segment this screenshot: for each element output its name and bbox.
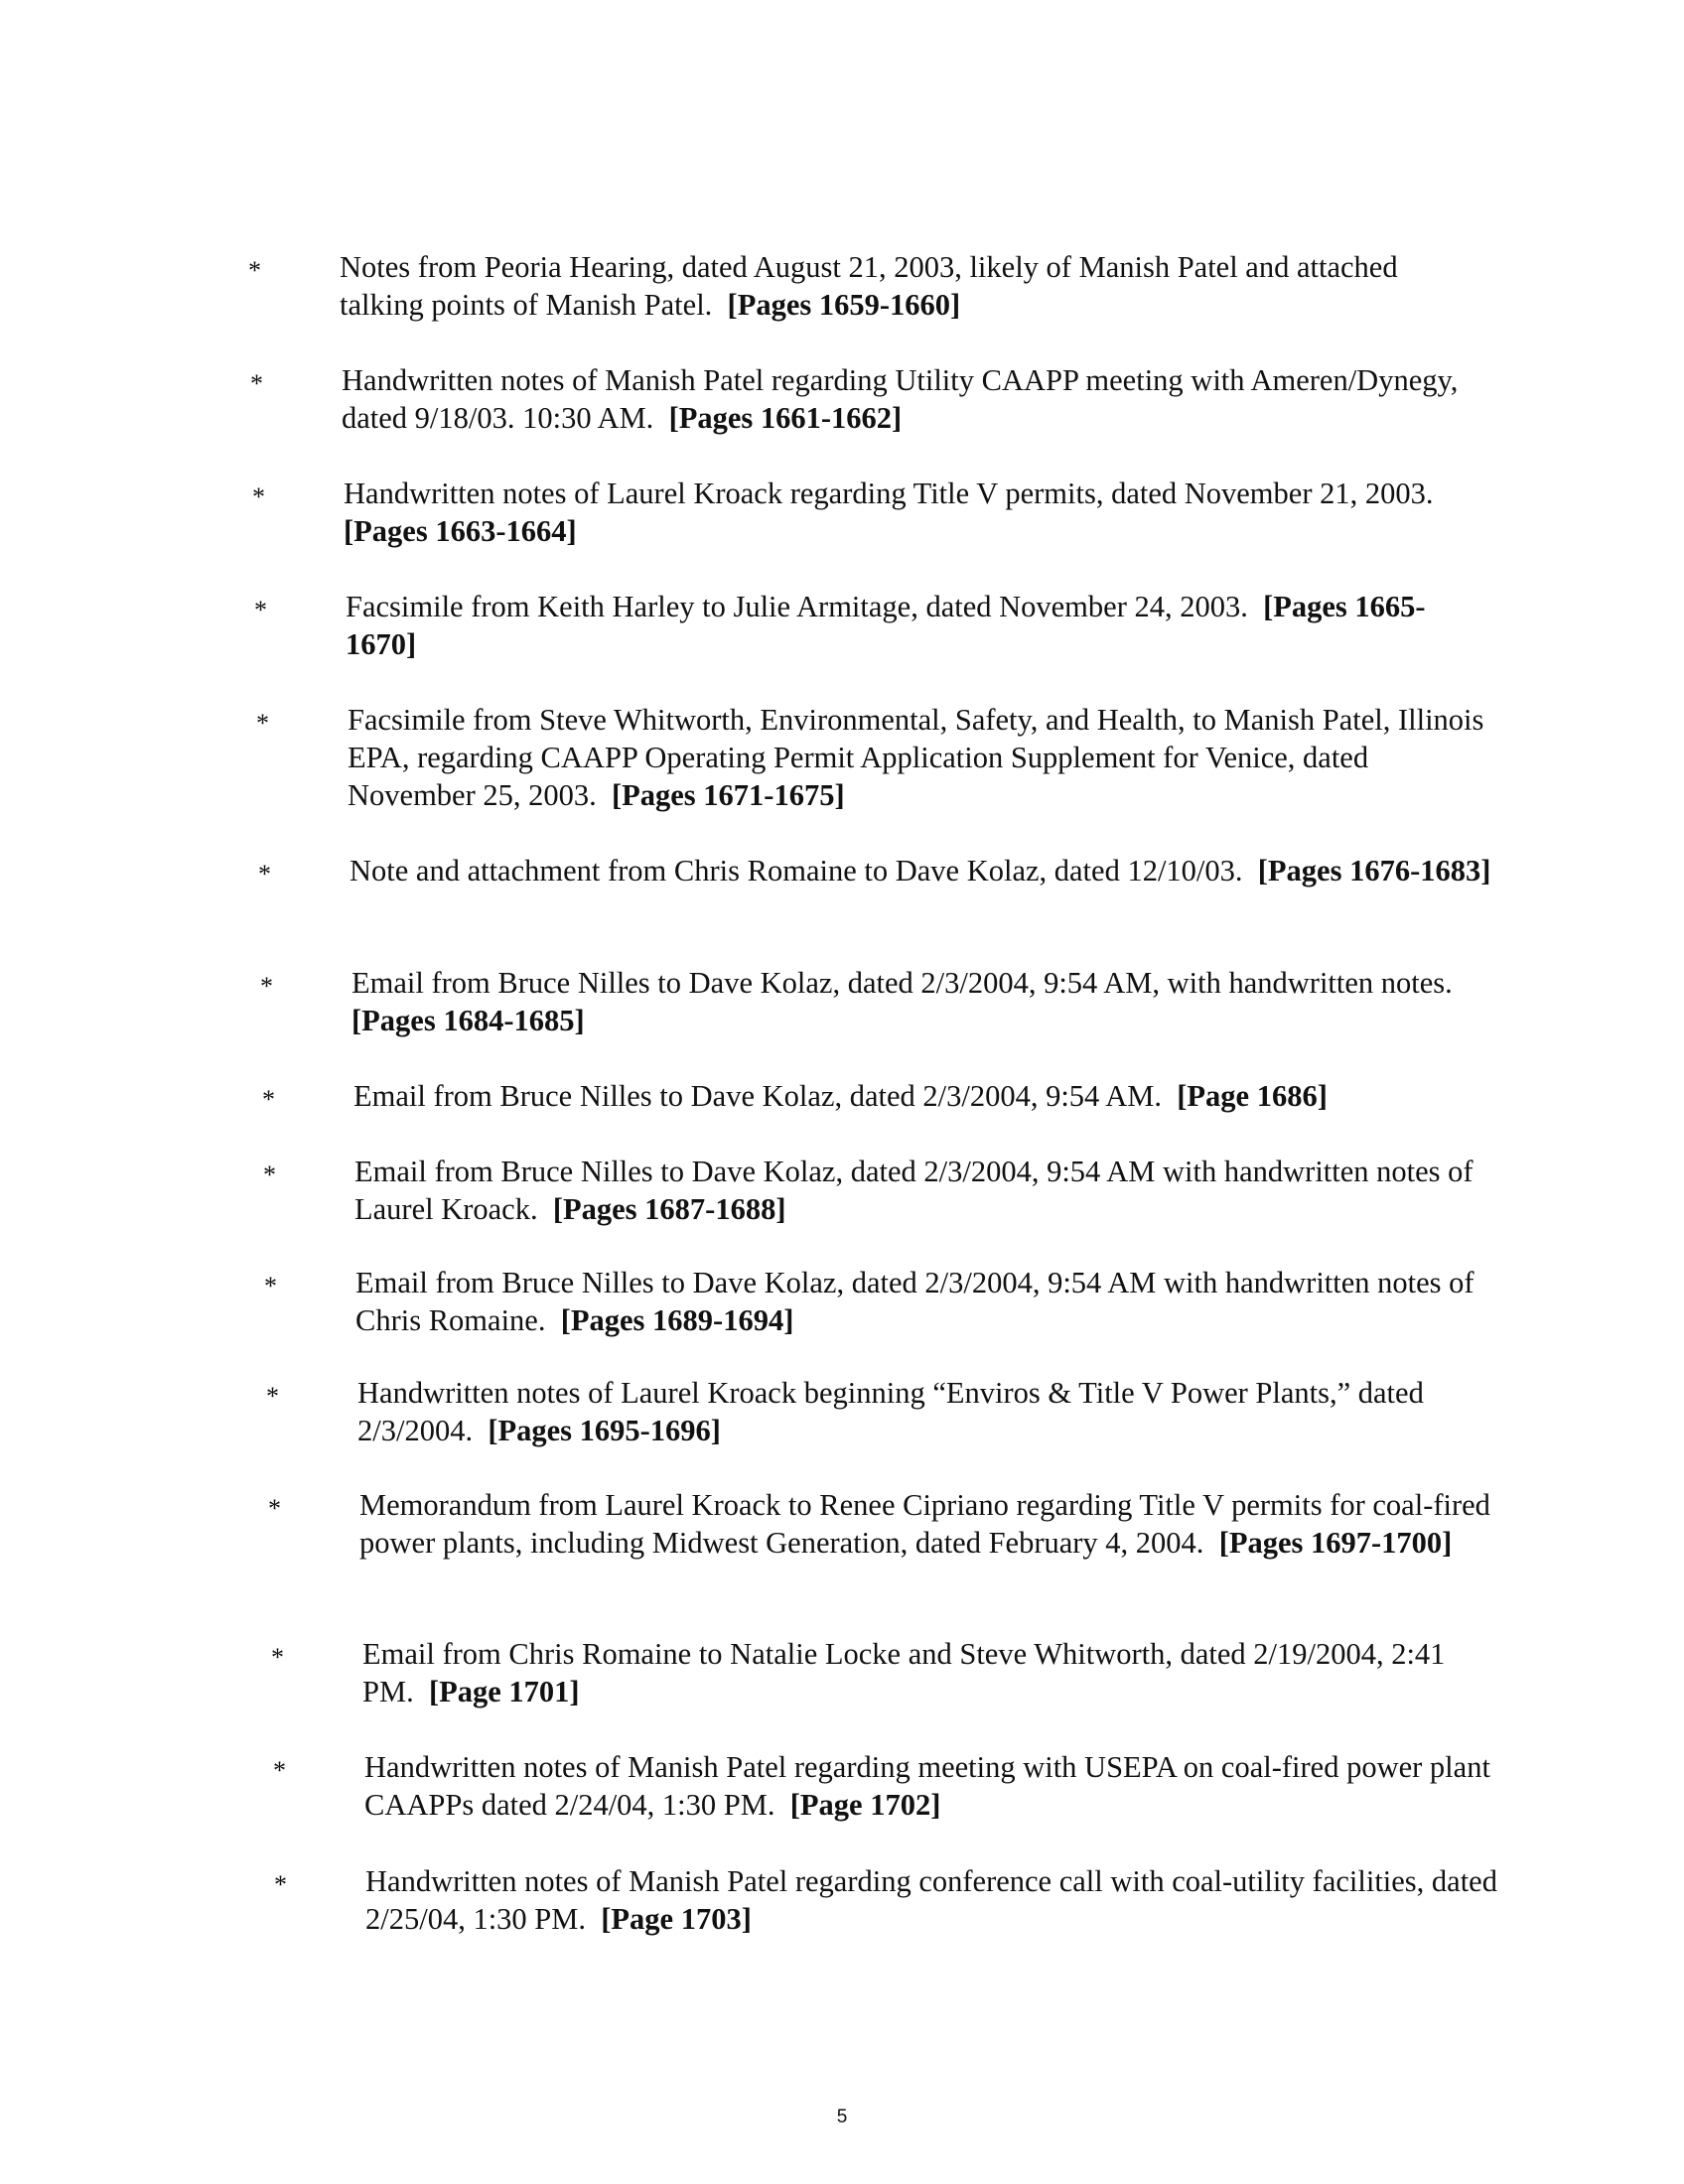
entry-text: Facsimile from Keith Harley to Julie Armitage, dated November 24, 2003.	[346, 590, 1248, 623]
bullet-asterisk: *	[274, 1870, 287, 1899]
list-item	[271, 1635, 1504, 1710]
entry-text-block	[353, 1077, 1495, 1115]
list-item	[254, 588, 1487, 663]
entry-text-block	[340, 248, 1481, 324]
entry-text: Facsimile from Steve Whitworth, Environmental, Safety, and Health, to Manish Patel, Illinois EPA, regarding CAAPP Operating Permit Application Supplement for Venice, dated November 25, 2003.	[348, 703, 1484, 812]
entry-text: Memorandum from Laurel Kroack to Renee Cipriano regarding Title V permits for coal-fired power plants, including Midwest Generation, dated February 4, 2004.	[359, 1488, 1490, 1560]
bullet-asterisk: *	[256, 709, 269, 738]
list-item	[256, 701, 1489, 814]
entry-text: Handwritten notes of Manish Patel regarding meeting with USEPA on coal-fired power plant CAAPPs dated 2/24/04, 1:30 PM.	[364, 1750, 1490, 1822]
page-reference: [Pages 1663-1664]	[344, 514, 577, 548]
entry-text: Handwritten notes of Manish Patel regarding Utility CAAPP meeting with Ameren/Dynegy, dated 9/18/03. 10:30 AM.	[342, 363, 1459, 435]
bullet-asterisk: *	[268, 1494, 281, 1523]
bullet-asterisk: *	[262, 1085, 275, 1114]
list-item	[263, 1153, 1496, 1228]
entry-text: Handwritten notes of Laurel Kroack beginning “Enviros & Title V Power Plants,” dated 2/3/2004.	[357, 1376, 1424, 1447]
list-item	[250, 361, 1483, 437]
page-reference: [Page 1703]	[601, 1902, 752, 1936]
list-item	[268, 1486, 1501, 1562]
list-item	[273, 1748, 1506, 1824]
entry-text: Email from Bruce Nilles to Dave Kolaz, dated 2/3/2004, 9:54 AM.	[353, 1079, 1163, 1113]
list-item	[252, 475, 1485, 550]
entry-text-block	[365, 1862, 1507, 1938]
entry-text: Handwritten notes of Manish Patel regarding conference call with coal-utility facilities, dated 2/25/04, 1:30 PM.	[365, 1864, 1497, 1936]
list-item	[248, 248, 1481, 324]
entry-text: Email from Bruce Nilles to Dave Kolaz, dated 2/3/2004, 9:54 AM, with handwritten notes.	[351, 966, 1453, 1000]
entry-text-block	[359, 1486, 1501, 1562]
entry-text: Notes from Peoria Hearing, dated August 21, 2003, likely of Manish Patel and attached talking points of Manish Patel.	[340, 250, 1398, 322]
list-item	[262, 1077, 1495, 1115]
page-reference: [Pages 1665-1670]	[346, 590, 1426, 661]
bullet-asterisk: *	[252, 482, 265, 511]
entry-text-block	[346, 588, 1487, 663]
bullet-asterisk: *	[260, 972, 273, 1001]
page-number: 5	[836, 2107, 848, 2127]
entry-text: Note and attachment from Chris Romaine to Dave Kolaz, dated 12/10/03.	[350, 854, 1243, 887]
bullet-asterisk: *	[263, 1160, 276, 1189]
entry-text-block	[351, 964, 1493, 1039]
bullet-asterisk: *	[264, 1272, 277, 1300]
entry-text: Email from Chris Romaine to Natalie Locke and Steve Whitworth, dated 2/19/2004, 2:41 PM.	[362, 1637, 1446, 1708]
entry-text: Email from Bruce Nilles to Dave Kolaz, dated 2/3/2004, 9:54 AM with handwritten notes of Chris Romaine.	[355, 1266, 1474, 1337]
entry-text-block	[362, 1635, 1504, 1710]
list-item	[266, 1374, 1499, 1449]
entry-text-block	[342, 361, 1483, 437]
entry-text-block	[350, 852, 1491, 889]
entry-text-block	[355, 1264, 1497, 1339]
list-item	[264, 1264, 1497, 1339]
bullet-asterisk: *	[258, 860, 271, 888]
entry-text-block	[354, 1153, 1496, 1228]
page-reference: [Pages 1661-1662]	[668, 401, 903, 435]
page-reference: [Pages 1684-1685]	[351, 1004, 585, 1037]
bullet-asterisk: *	[254, 596, 267, 624]
bullet-asterisk: *	[273, 1756, 286, 1785]
bullet-asterisk: *	[250, 369, 263, 398]
list-item	[274, 1862, 1507, 1938]
entry-text-block	[348, 701, 1489, 814]
page-reference: [Page 1701]	[428, 1675, 580, 1708]
page-reference: [Pages 1676-1683]	[1257, 854, 1491, 887]
page-reference: [Pages 1697-1700]	[1218, 1526, 1453, 1560]
page-reference: [Pages 1695-1696]	[488, 1414, 721, 1447]
list-item	[258, 852, 1491, 889]
entry-text: Handwritten notes of Laurel Kroack regarding Title V permits, dated November 21, 2003.	[344, 477, 1434, 510]
entry-text-block	[357, 1374, 1499, 1449]
list-item	[260, 964, 1493, 1039]
entry-text-block	[364, 1748, 1506, 1824]
bullet-asterisk: *	[271, 1643, 284, 1672]
page-reference: [Pages 1671-1675]	[611, 778, 845, 812]
bullet-asterisk: *	[248, 256, 261, 285]
entry-text: Email from Bruce Nilles to Dave Kolaz, dated 2/3/2004, 9:54 AM with handwritten notes of Laurel Kroack.	[354, 1155, 1474, 1226]
bullet-asterisk: *	[266, 1382, 279, 1411]
page-reference: [Page 1702]	[789, 1788, 941, 1822]
page-reference: [Pages 1659-1660]	[727, 288, 961, 322]
page-reference: [Pages 1687-1688]	[552, 1192, 786, 1226]
entry-text-block	[344, 475, 1485, 550]
page-reference: [Pages 1689-1694]	[560, 1303, 794, 1337]
page-reference: [Page 1686]	[1177, 1079, 1328, 1113]
